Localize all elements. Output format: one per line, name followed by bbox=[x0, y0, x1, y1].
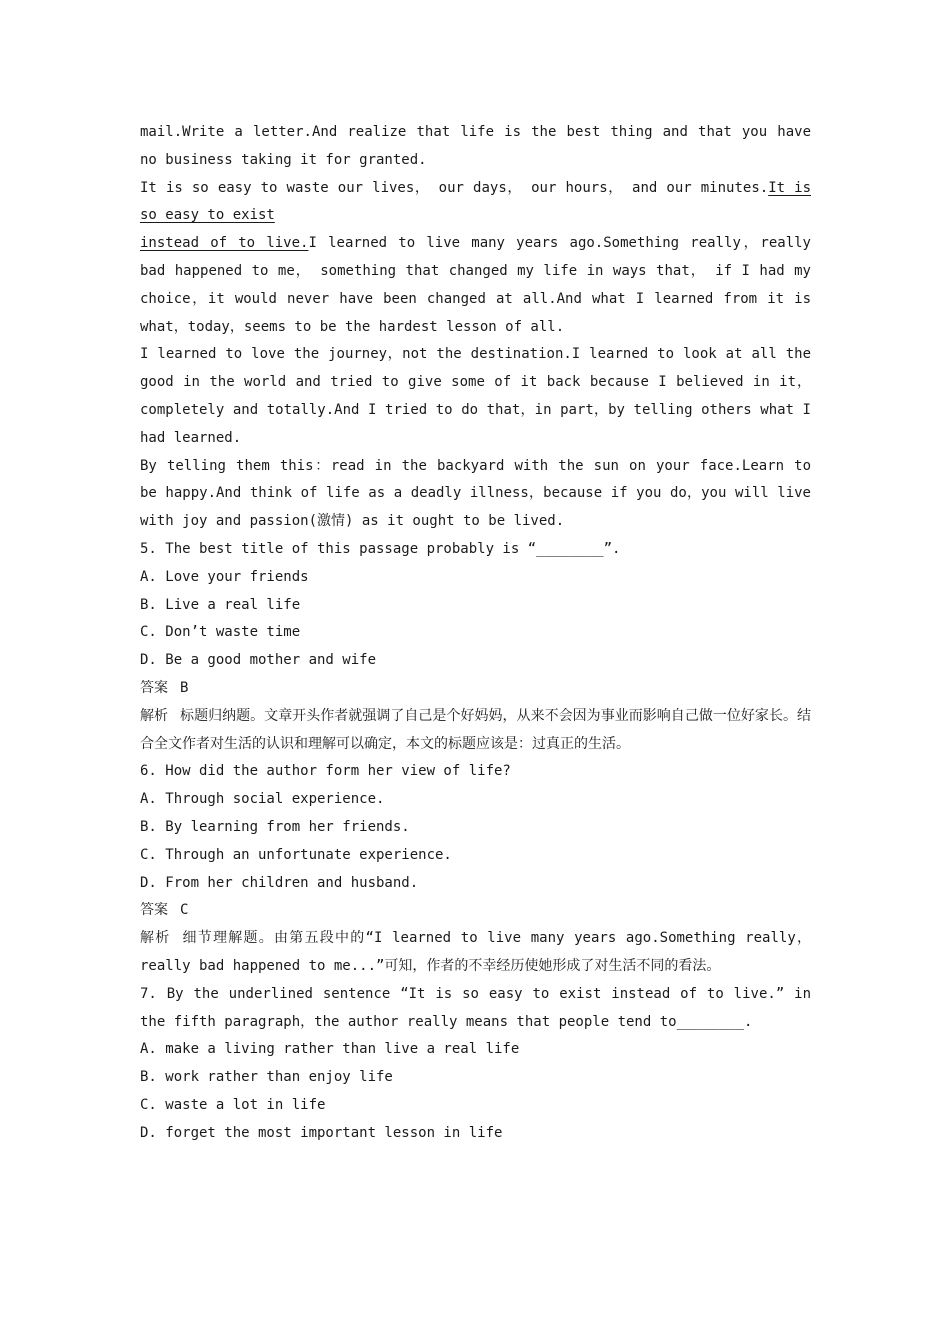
passage-paragraph-3: I learned to love the journey，not the destination.I learned to look at all the good in the world and tried to give some of it back because I believed in it，completely and totally.And I tried to do that，in part，by telling others what I had learned. bbox=[140, 346, 811, 446]
question-7 bbox=[140, 981, 811, 1148]
underlined-sentence-part-2: instead of to live. bbox=[140, 235, 309, 252]
option-d: D. From her children and husband. bbox=[140, 874, 419, 891]
analysis-text: 标题归纳题。文章开头作者就强调了自己是个好妈妈，从来不会因为事业而影响自己做一位好家长。结合全文作者对生活的认识和理解可以确定，本文的标题应该是：过真正的生活。 bbox=[140, 707, 812, 752]
answer-label: 答案 bbox=[140, 902, 168, 919]
passage-paragraph-1: mail.Write a letter.And realize that life is the best thing and that you have no business taking it for granted. bbox=[140, 124, 811, 168]
option-c: C. waste a lot in life bbox=[140, 1096, 326, 1113]
question-stem: 6. How did the author form her view of life? bbox=[140, 763, 511, 780]
question-stem: 7. By the underlined sentence “It is so easy to exist instead of to live.” in the fifth paragraph，the author really means that people tend to________. bbox=[140, 985, 811, 1030]
answer-line bbox=[140, 675, 811, 703]
option-b: B. By learning from her friends. bbox=[140, 818, 410, 835]
option-d: D. Be a good mother and wife bbox=[140, 652, 377, 669]
answer-label: 答案 bbox=[140, 679, 168, 696]
answer-value: C bbox=[180, 902, 189, 919]
answer-value: B bbox=[180, 679, 189, 696]
option-a: A. make a living rather than live a real life bbox=[140, 1041, 520, 1058]
analysis-label: 解析 bbox=[140, 930, 171, 947]
option-b: B. Live a real life bbox=[140, 596, 301, 613]
option-c: C. Don’t waste time bbox=[140, 624, 301, 641]
passage-paragraph-2 bbox=[140, 175, 811, 231]
option-b: B. work rather than enjoy life bbox=[140, 1069, 393, 1086]
option-a: A. Through social experience. bbox=[140, 791, 385, 808]
question-5 bbox=[140, 536, 811, 758]
analysis-line bbox=[140, 703, 811, 759]
underlined-sentence-part-1: It is so easy to exist bbox=[140, 179, 811, 224]
option-c: C. Through an unfortunate experience. bbox=[140, 846, 452, 863]
question-6 bbox=[140, 758, 811, 980]
option-d: D. forget the most important lesson in life bbox=[140, 1124, 503, 1141]
passage-paragraph-2-start: It is so easy to waste our lives， our days， our hours， and our minutes. bbox=[140, 179, 769, 196]
passage-paragraph-4: By telling them this：read in the backyard with the sun on your face.Learn to be happy.And think of life as a deadly illness，because if you do，you will live with joy and passion(激情) as it ought to be lived. bbox=[140, 457, 811, 530]
analysis-line bbox=[140, 925, 811, 981]
passage-paragraph-2-continued bbox=[140, 230, 811, 341]
option-a: A. Love your friends bbox=[140, 568, 309, 585]
passage-paragraph-2-rest: I learned to live many years ago.Something really，really bad happened to me， something that changed my life in ways that， if I had my choice，it would never have been changed at all.And what I learned from it is what，today，seems to be the hardest lesson of all. bbox=[140, 235, 811, 335]
analysis-text: 细节理解题。由第五段中的“I learned to live many years ago.Something really，really bad happened to me...”可知，作者的不幸经历使她形成了对生活不同的看法。 bbox=[140, 930, 812, 974]
document-page bbox=[140, 119, 811, 1147]
question-stem: 5. The best title of this passage probably is “________”. bbox=[140, 540, 621, 557]
analysis-label: 解析 bbox=[140, 707, 169, 724]
answer-line bbox=[140, 897, 811, 925]
